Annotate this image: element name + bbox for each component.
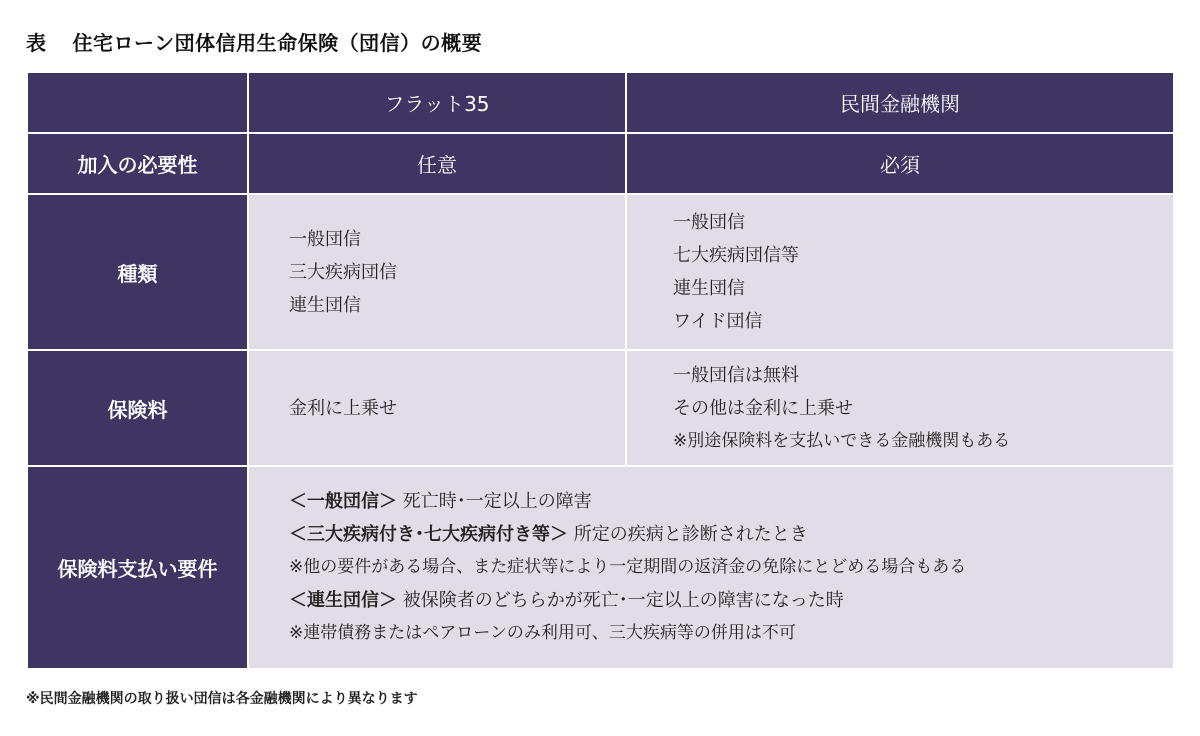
types-private [626,194,1174,350]
table-row-conditions [27,466,1174,669]
page-title [26,27,482,56]
table-row-necessity [27,133,1174,194]
row-label-types: 種類 [27,194,248,350]
list-item: 一般団信 [673,212,745,233]
header-empty-cell [27,72,248,133]
list-item: ※別途保険料を支払いできる金融機関もある [673,430,1011,451]
condition-text: 被保険者のどちらかが死亡･一定以上の障害になった時 [397,590,844,611]
condition-line [289,584,1173,617]
title-prefix: 表 [26,31,47,55]
header-flat35: フラット35 [248,72,626,133]
necessity-flat35: 任意 [248,133,626,194]
premium-private [626,350,1174,466]
condition-text: 所定の疾病と診断されたとき [568,524,808,545]
list-item: 連生団信 [673,278,745,299]
list-item: 三大疾病団信 [289,261,397,283]
list-item: ワイド団信 [673,311,763,332]
title-text: 住宅ローン団体信用生命保険（団信）の概要 [72,31,483,55]
condition-line [289,485,1173,518]
condition-heading: ＜三大疾病付き･七大疾病付き等＞ [289,524,568,545]
summary-table [26,71,1175,670]
table-row-types [27,194,1174,350]
list-item: 一般団信は無料 [673,364,799,386]
condition-heading: ＜連生団信＞ [289,590,397,611]
condition-text: 死亡時･一定以上の障害 [397,491,592,512]
table-row-premium [27,350,1174,466]
conditions-cell [248,466,1174,669]
condition-heading: ＜一般団信＞ [289,491,397,512]
row-label-conditions: 保険料支払い要件 [27,466,248,669]
premium-flat35: 金利に上乗せ [248,350,626,466]
condition-note: ※他の要件がある場合、また症状等により一定期間の返済金の免除にとどめる場合もある [289,557,967,577]
list-item: その他は金利に上乗せ [673,397,853,419]
footnote: ※民間金融機関の取り扱い団信は各金融機関により異なります [26,691,418,707]
condition-note: ※連帯債務またはペアローンのみ利用可、三大疾病等の併用は不可 [289,623,796,643]
types-flat35 [248,194,626,350]
condition-line [289,518,1173,551]
necessity-private: 必須 [626,133,1174,194]
list-item: 一般団信 [289,228,361,250]
header-private: 民間金融機関 [626,72,1174,133]
row-label-necessity: 加入の必要性 [27,133,248,194]
list-item: 連生団信 [289,294,361,316]
table-header-row [27,72,1174,133]
list-item: 七大疾病団信等 [673,245,799,266]
row-label-premium: 保険料 [27,350,248,466]
